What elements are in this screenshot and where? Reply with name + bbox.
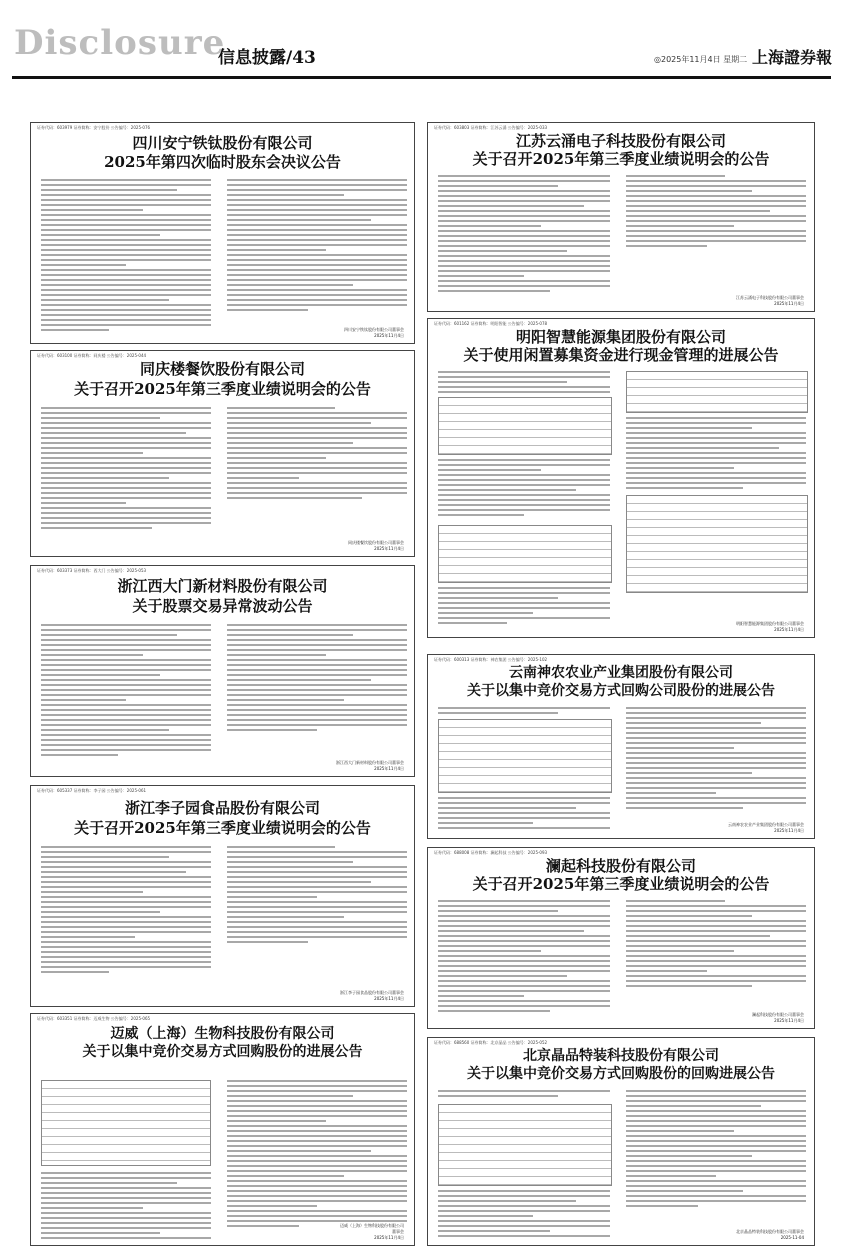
company-name: 澜起科技股份有限公司 [545, 857, 696, 875]
company-name: 四川安宁铁钛股份有限公司 [132, 134, 313, 152]
company-name: 云南神农农业产业集团股份有限公司 [509, 665, 733, 681]
announcement-subject: 关于以集中竞价交易方式回购股份的进展公告 [82, 1044, 363, 1060]
body-text-right [626, 707, 806, 812]
announcement-footer: 澜起科技股份有限公司董事会 2025年11月4日 [752, 1012, 804, 1023]
body-text-right [626, 417, 806, 492]
repurchase-table [41, 1080, 211, 1166]
body-text-right [626, 900, 806, 990]
announcement-jingpin [427, 1037, 815, 1246]
company-name: 明阳智慧能源集团股份有限公司 [515, 328, 726, 346]
company-name: 迈威（上海）生物科技股份有限公司 [110, 1026, 335, 1042]
announcement-footer: 明阳智慧能源集团股份有限公司董事会 2025年11月4日 [736, 621, 804, 632]
announcement-codes: 证券代码：603100 证券简称：同庆楼 公告编号：2025-044 [37, 353, 147, 358]
announcement-footer: 北京晶品特装科技股份有限公司董事会 2025-11-04 [736, 1229, 804, 1240]
announcement-codes: 证券代码：603373 证券简称：西大门 公告编号：2025-053 [37, 568, 147, 573]
newspaper-logo: 上海證券報 [752, 48, 833, 67]
announcement-codes: 证券代码：600313 证券简称：神农集团 公告编号：2025-102 [434, 657, 548, 662]
issue-date: ◎2025年11月4日 星期二 [654, 55, 748, 64]
company-name: 北京晶品特装科技股份有限公司 [523, 1048, 719, 1064]
section-name-en: Disclosure [14, 23, 226, 63]
body-text-left-2 [438, 459, 610, 519]
body-text-right [227, 624, 407, 734]
announcement-codes: 证券代码：603979 证券简称：安宁股份 公告编号：2025-076 [37, 125, 151, 130]
body-text-left-3 [438, 587, 610, 627]
announcement-footer: 江苏云涌电子科技股份有限公司董事会 2025年11月4日 [736, 295, 804, 306]
body-text-right [227, 407, 407, 502]
announcement-subject: 关于召开2025年第三季度业绩说明会的公告 [472, 150, 770, 168]
announcement-yunyong [427, 122, 815, 312]
body-text-left [438, 175, 610, 295]
announcement-maiwei [30, 1013, 415, 1246]
announcement-footer: 浙江西大门新材料股份有限公司董事会 2025年11月4日 [336, 760, 404, 771]
body-text-left [41, 407, 211, 532]
announcement-mingyang [427, 318, 815, 638]
announcement-subject: 关于股票交易异常波动公告 [132, 597, 313, 615]
body-text-left [438, 900, 610, 1015]
announcement-footer: 迈威（上海）生物科技股份有限公司 董事会 2025年11月4日 [340, 1223, 404, 1240]
cash-management-table [438, 397, 612, 455]
body-text-left [438, 371, 610, 396]
repurchase-table [438, 719, 612, 793]
company-name: 浙江西大门新材料股份有限公司 [117, 577, 328, 595]
announcement-anning [30, 122, 415, 344]
repurchase-table [438, 1104, 612, 1186]
announcement-subject: 关于以集中竞价交易方式回购股份的回购进展公告 [467, 1066, 775, 1082]
company-name: 同庆楼餐饮股份有限公司 [139, 360, 305, 378]
announcement-shennong [427, 654, 815, 839]
announcement-subject: 关于使用闲置募集资金进行现金管理的进展公告 [463, 346, 779, 364]
announcement-footer: 同庆楼餐饮股份有限公司董事会 2025年11月4日 [348, 540, 404, 551]
body-text-right [227, 179, 407, 314]
masthead-rule [12, 76, 831, 79]
body-text-right [227, 1080, 407, 1230]
history-table [626, 495, 808, 593]
summary-table [626, 371, 808, 413]
product-table [438, 525, 612, 583]
body-text-left [41, 846, 211, 976]
announcement-codes: 证券代码：603803 证券简称：江苏云涌 公告编号：2025-033 [434, 125, 548, 130]
announcement-footer: 云南神农农业产业集团股份有限公司董事会 2025年11月4日 [728, 822, 804, 833]
body-text-right [227, 846, 407, 946]
company-name: 浙江李子园食品股份有限公司 [124, 799, 320, 817]
body-text-right [626, 1090, 806, 1210]
announcement-lanqi [427, 847, 815, 1029]
section-name-cn: 信息披露/43 [218, 48, 316, 68]
announcement-codes: 证券代码：688560 证券简称：北京晶品 公告编号：2025-052 [434, 1040, 548, 1045]
body-text-left-2 [438, 1190, 610, 1240]
announcement-footer: 浙江李子园食品股份有限公司董事会 2025年11月4日 [340, 990, 404, 1001]
body-text-left-2 [438, 797, 610, 832]
announcement-footer: 四川安宁铁钛股份有限公司董事会 2025年11月4日 [344, 327, 404, 338]
company-name: 江苏云涌电子科技股份有限公司 [515, 132, 726, 150]
announcement-codes: 证券代码：688008 证券简称：澜起科技 公告编号：2025-093 [434, 850, 548, 855]
announcement-xidamen [30, 565, 415, 777]
body-text-left [41, 1172, 211, 1242]
announcement-codes: 证券代码：603351 证券简称：迈威生物 公告编号：2025-065 [37, 1016, 151, 1021]
body-text-right [626, 175, 806, 250]
announcement-tongqinglou [30, 350, 415, 557]
announcement-subject: 关于以集中竞价交易方式回购公司股份的进展公告 [467, 683, 775, 699]
body-text-left [438, 707, 610, 717]
announcement-codes: 证券代码：601162 证券简称：明阳智能 公告编号：2025-078 [434, 321, 548, 326]
announcement-subject: 关于召开2025年第三季度业绩说明会的公告 [472, 875, 770, 893]
body-text-left [41, 179, 211, 334]
body-text-left [438, 1090, 610, 1100]
announcement-subject: 关于召开2025年第三季度业绩说明会的公告 [74, 380, 371, 398]
announcement-codes: 证券代码：605337 证券简称：李子园 公告编号：2025-061 [37, 788, 147, 793]
announcement-liziyuan [30, 785, 415, 1007]
body-text-left [41, 624, 211, 759]
announcement-subject: 2025年第四次临时股东会决议公告 [104, 153, 341, 171]
masthead [0, 0, 843, 68]
announcement-subject: 关于召开2025年第三季度业绩说明会的公告 [74, 819, 371, 837]
